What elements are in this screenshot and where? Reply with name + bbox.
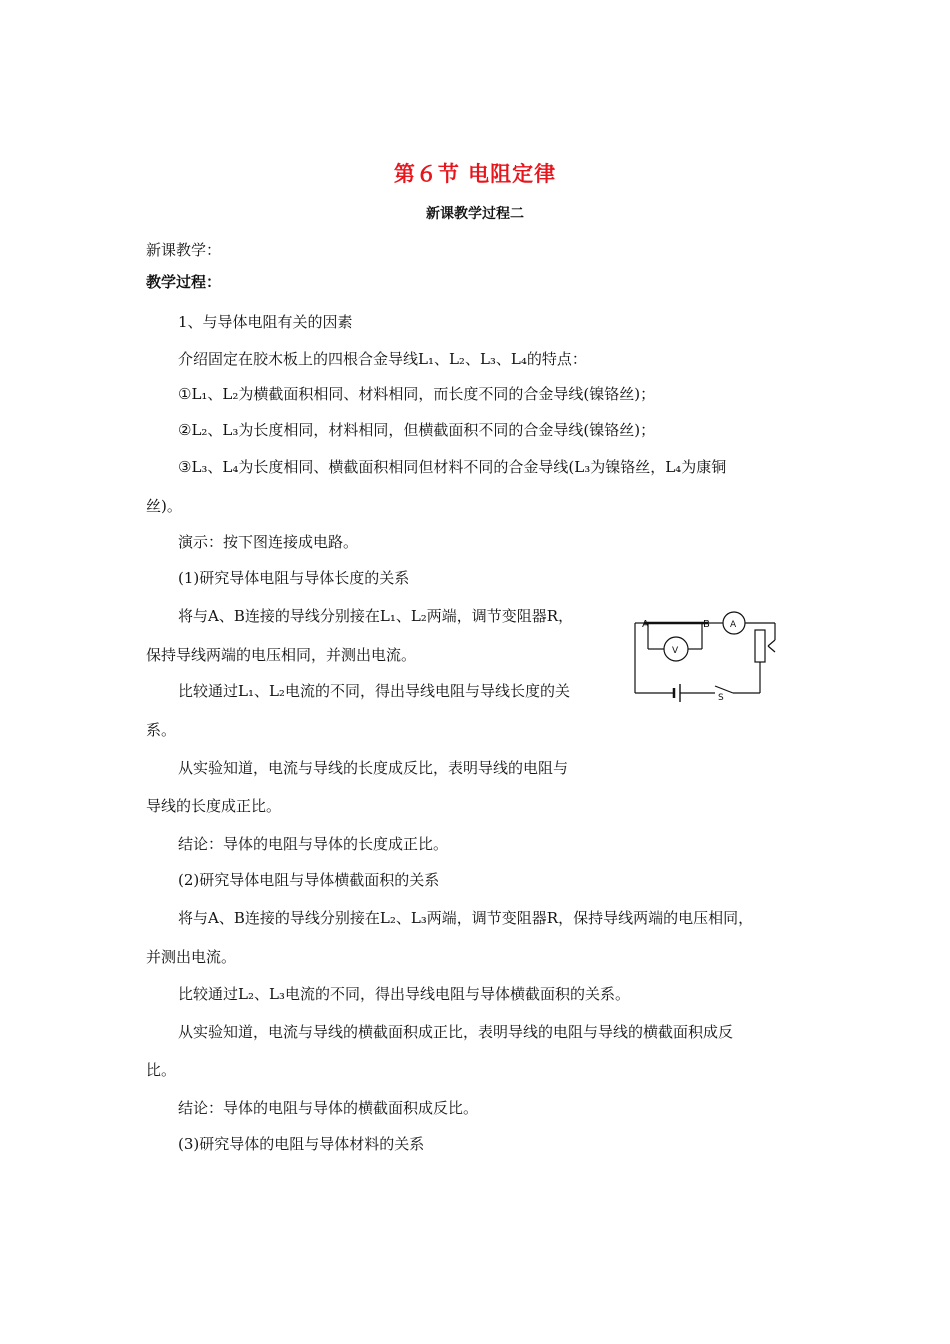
text-line-19: 将与A、B连接的导线分别接在L₂、L₃两端，调节变阻器R，保持导线两端的电压相同， — [178, 909, 754, 927]
text-line-22: 从实验知道，电流与导线的横截面积成正比，表明导线的电阻与导线的横截面积成反 — [178, 1023, 734, 1041]
text-line-8: 丝)。 — [146, 497, 182, 515]
text-line-16: 导线的长度成正比。 — [146, 797, 282, 815]
page-title: 第６节 电阻定律 — [393, 162, 557, 186]
text-line-6: ②L₂、L₃为长度相同，材料相同，但横截面积不同的合金导线(镍铬丝)； — [178, 421, 656, 439]
section-heading: 教学过程： — [146, 273, 222, 291]
rheostat-slider — [768, 640, 775, 646]
text-line-23: 比。 — [146, 1061, 177, 1079]
text-line-24: 结论：导体的电阻与导体的横截面积成反比。 — [178, 1099, 479, 1117]
ammeter-label: A — [730, 620, 737, 630]
text-line-17: 结论：导体的电阻与导体的长度成正比。 — [178, 835, 449, 853]
text-line-11: 将与A、B连接的导线分别接在L₁、L₂两端，调节变阻器R， — [178, 607, 574, 625]
rheostat-slider-tip — [768, 646, 775, 652]
terminal-b-label: B — [703, 619, 710, 630]
terminal-a-label: A — [642, 619, 649, 630]
text-line-7: ③L₃、L₄为长度相同、横截面积相同但材料不同的合金导线(L₃为镍铬丝，L₄为康铜 — [178, 458, 727, 476]
text-line-13: 比较通过L₁、L₂电流的不同，得出导线电阻与导线长度的关 — [178, 682, 570, 700]
rheostat-body — [755, 630, 765, 662]
text-line-14: 系。 — [146, 721, 177, 739]
text-line-9: 演示：按下图连接成电路。 — [178, 533, 359, 551]
switch-label: S — [718, 693, 724, 703]
text-line-10: (1)研究导体电阻与导体长度的关系 — [178, 569, 410, 587]
text-line-18: (2)研究导体电阻与导体横截面积的关系 — [178, 871, 440, 889]
circuit-diagram — [630, 600, 790, 710]
text-line-4: 介绍固定在胶木板上的四根合金导线L₁、L₂、L₃、L₄的特点： — [178, 350, 587, 368]
text-line-25: (3)研究导体的电阻与导体材料的关系 — [178, 1135, 425, 1153]
page-subtitle: 新课教学过程二 — [426, 206, 524, 222]
voltmeter-label: V — [672, 646, 679, 656]
text-line-5: ①L₁、L₂为横截面积相同、材料相同，而长度不同的合金导线(镍铬丝)； — [178, 385, 656, 403]
text-line-21: 比较通过L₂、L₃电流的不同，得出导线电阻与导体横截面积的关系。 — [178, 985, 630, 1003]
text-line-1: 新课教学： — [146, 241, 222, 259]
text-line-3: 1、与导体电阻有关的因素 — [178, 313, 353, 331]
text-line-20: 并测出电流。 — [146, 948, 237, 966]
switch-blade — [715, 686, 733, 693]
text-line-15: 从实验知道，电流与导线的长度成反比，表明导线的电阻与 — [178, 759, 569, 777]
text-line-12: 保持导线两端的电压相同，并测出电流。 — [146, 646, 417, 664]
